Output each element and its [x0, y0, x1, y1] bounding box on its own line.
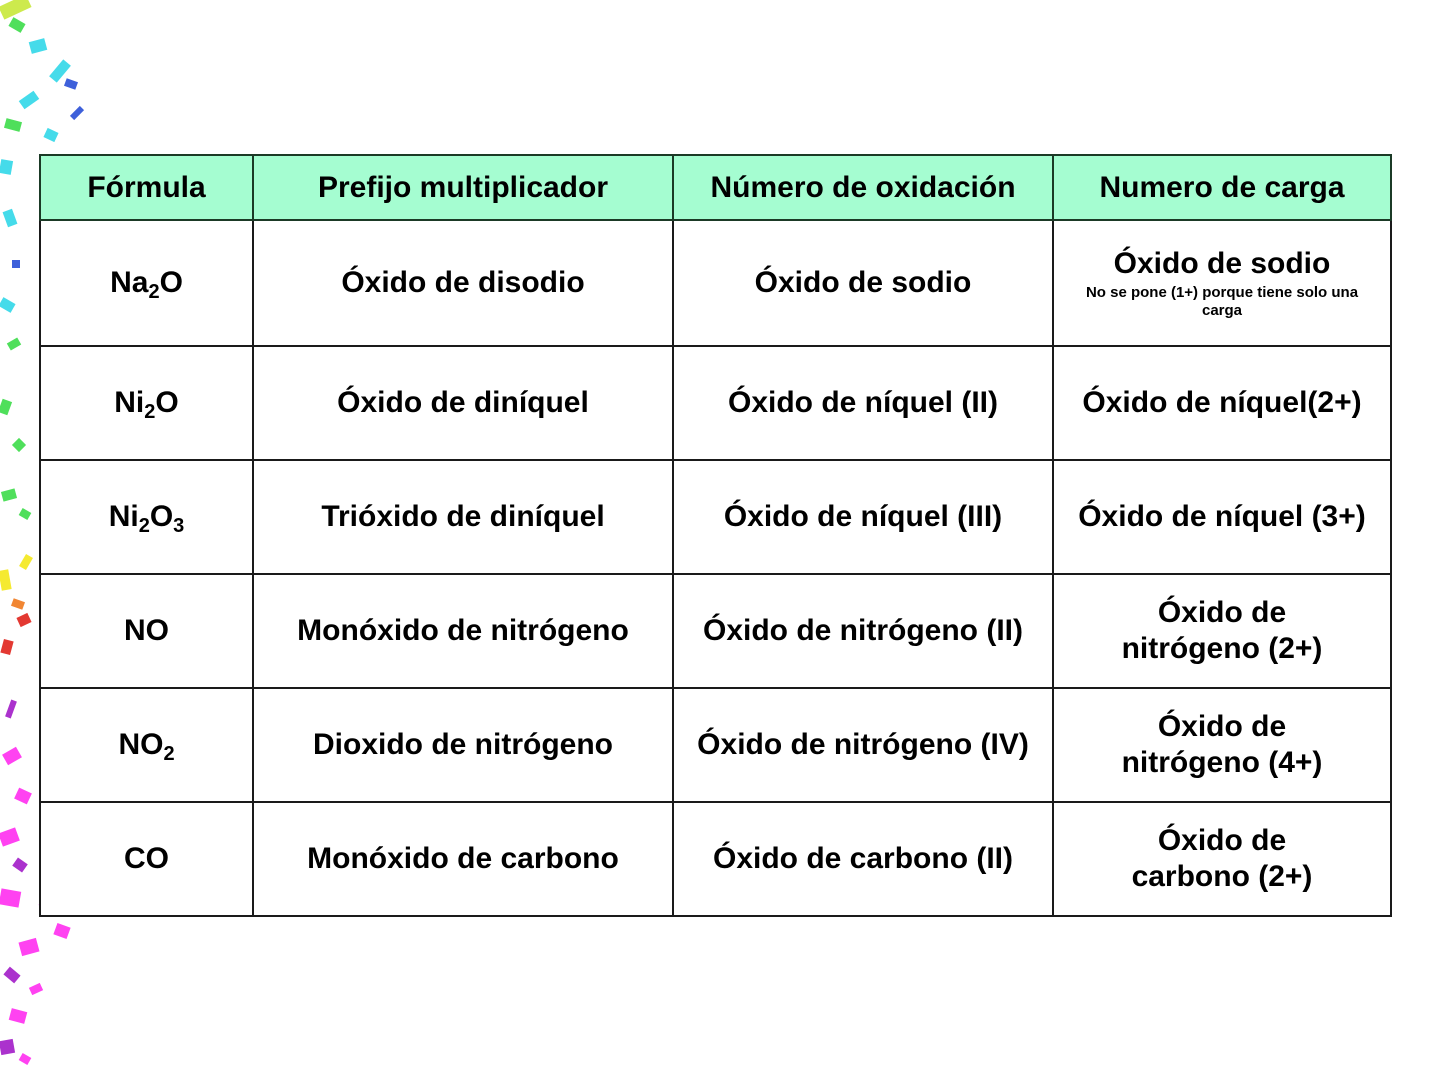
formula-cell: $Ni_2O$ [40, 346, 253, 460]
table-row [40, 220, 1391, 346]
formula-cell: $Na_2O$ [40, 220, 253, 346]
table-row [40, 574, 1391, 688]
prefijo-cell: Dioxido de nitrógeno [253, 688, 673, 802]
oxidacion-cell: Óxido de nitrógeno (IV) [673, 688, 1053, 802]
carga-cell: Óxido de níquel (3+) [1053, 460, 1391, 574]
formula-cell: CO [40, 802, 253, 916]
carga-cell: Óxido de níquel(2+) [1053, 346, 1391, 460]
carga-cell: Óxido de nitrógeno (2+) [1053, 574, 1391, 688]
prefijo-cell: Óxido de diníquel [253, 346, 673, 460]
carga-text: Óxido de sodio [1113, 247, 1331, 280]
oxidacion-cell: Óxido de níquel (III) [673, 460, 1053, 574]
oxide-nomenclature-table [39, 154, 1392, 917]
table-row [40, 688, 1391, 802]
oxidacion-cell: Óxido de sodio [673, 220, 1053, 346]
carga-cell: Óxido de carbono (2+) [1053, 802, 1391, 916]
oxidacion-cell: Óxido de níquel (II) [673, 346, 1053, 460]
oxidacion-cell: Óxido de nitrógeno (II) [673, 574, 1053, 688]
table-row [40, 346, 1391, 460]
oxidacion-cell: Óxido de carbono (II) [673, 802, 1053, 916]
table-row [40, 460, 1391, 574]
table-row [40, 802, 1391, 916]
header-numero-carga: Numero de carga [1053, 155, 1391, 220]
header-numero-oxidacion: Número de oxidación [673, 155, 1053, 220]
formula-cell: NO [40, 574, 253, 688]
prefijo-cell: Monóxido de carbono [253, 802, 673, 916]
formula-cell: $NO_2$ [40, 688, 253, 802]
carga-cell [1053, 220, 1391, 346]
header-formula: Fórmula [40, 155, 253, 220]
prefijo-cell: Monóxido de nitrógeno [253, 574, 673, 688]
formula-cell: $Ni_2O_3$ [40, 460, 253, 574]
carga-cell: Óxido de nitrógeno (4+) [1053, 688, 1391, 802]
header-prefijo-multiplicador: Prefijo multiplicador [253, 155, 673, 220]
prefijo-cell: Óxido de disodio [253, 220, 673, 346]
table-header-row [40, 155, 1391, 220]
carga-note: No se pone (1+) porque tiene solo una carga [1085, 284, 1359, 319]
prefijo-cell: Trióxido de diníquel [253, 460, 673, 574]
